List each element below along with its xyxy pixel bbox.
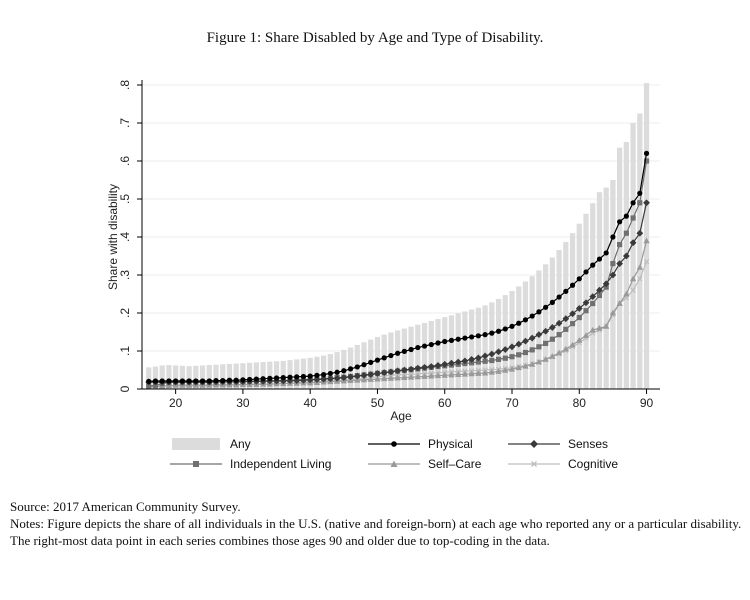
bar-any-61 [449, 315, 454, 389]
bar-any-90 [644, 83, 649, 389]
point-independent-living-89 [637, 200, 642, 205]
point-physical-20 [173, 378, 178, 383]
source-note: Source: 2017 American Community Survey. [10, 499, 241, 514]
point-physical-65 [476, 333, 481, 338]
bar-any-70 [509, 291, 514, 389]
point-physical-25 [207, 378, 212, 383]
point-physical-58 [429, 342, 434, 347]
point-physical-84 [604, 250, 609, 255]
point-physical-21 [180, 378, 185, 383]
point-physical-40 [308, 373, 313, 378]
y-tick-label-2: .2 [118, 307, 132, 319]
x-tick-label-0: 20 [168, 396, 183, 410]
figure-title: Figure 1: Share Disabled by Age and Type of Disability. [206, 30, 544, 46]
point-physical-80 [577, 276, 582, 281]
bar-any-69 [503, 295, 508, 389]
point-physical-53 [395, 351, 400, 356]
point-physical-45 [341, 368, 346, 373]
legend-label-independent-living: Independent Living [230, 457, 332, 471]
point-independent-living-67 [489, 358, 494, 363]
point-physical-85 [610, 234, 615, 239]
legend-key-cognitive [508, 457, 560, 471]
legend-item-cognitive [508, 456, 618, 472]
point-physical-36 [281, 375, 286, 380]
point-physical-37 [287, 375, 292, 380]
notes-text: Notes: Figure depicts the share of all individuals in the U.S. (native and foreign-born) at each age who reported any or a particular disability. The right-most data point in each series combines those ages 90 and older due to top-coding in the data. [10, 516, 742, 548]
y-tick-label-5: .5 [118, 193, 132, 205]
point-physical-71 [516, 321, 521, 326]
legend-item-physical [368, 436, 473, 452]
point-independent-living-78 [563, 327, 568, 332]
bar-any-72 [523, 281, 528, 389]
point-physical-52 [388, 353, 393, 358]
point-physical-33 [260, 376, 265, 381]
point-physical-29 [234, 378, 239, 383]
point-physical-66 [482, 332, 487, 337]
point-physical-54 [402, 349, 407, 354]
y-tick-label-8: .8 [118, 79, 132, 91]
legend-key-senses [508, 437, 560, 451]
point-physical-73 [530, 313, 535, 318]
point-physical-87 [624, 214, 629, 219]
point-independent-living-72 [523, 350, 528, 355]
figure-notes [10, 498, 745, 549]
point-physical-79 [570, 283, 575, 288]
bar-any-88 [630, 123, 635, 389]
x-tick-label-7: 90 [639, 396, 654, 410]
legend-label-senses: Senses [568, 437, 609, 451]
point-physical-55 [408, 347, 413, 352]
legend-label-any: Any [230, 437, 251, 451]
y-tick-label-0: 0 [118, 385, 132, 393]
point-independent-living-79 [570, 321, 575, 326]
x-axis-label: Age [390, 409, 412, 423]
bar-any-66 [482, 305, 487, 389]
point-physical-57 [422, 343, 427, 348]
bar-any-71 [516, 286, 521, 389]
point-physical-63 [462, 335, 467, 340]
point-physical-50 [375, 358, 380, 363]
bar-any-68 [496, 299, 501, 389]
point-physical-23 [193, 378, 198, 383]
point-physical-62 [456, 337, 461, 342]
legend-key-any [170, 437, 222, 451]
bar-any-63 [462, 311, 467, 389]
bar-any-75 [543, 264, 548, 389]
point-independent-living-75 [543, 341, 548, 346]
point-physical-39 [301, 374, 306, 379]
point-independent-living-83 [597, 293, 602, 298]
point-physical-89 [637, 191, 642, 196]
legend-label-physical: Physical [428, 437, 473, 451]
bar-any-64 [469, 310, 474, 389]
bar-any-87 [624, 142, 629, 389]
point-independent-living-70 [509, 354, 514, 359]
point-independent-living-88 [630, 215, 635, 220]
point-independent-living-66 [482, 359, 487, 364]
point-independent-living-71 [516, 352, 521, 357]
point-physical-34 [267, 376, 272, 381]
y-axis-label: Share with disability [106, 183, 120, 291]
point-physical-78 [563, 289, 568, 294]
point-independent-living-86 [617, 242, 622, 247]
point-physical-86 [617, 219, 622, 224]
point-physical-42 [321, 372, 326, 377]
point-independent-living-81 [583, 308, 588, 313]
point-independent-living-87 [624, 231, 629, 236]
point-physical-51 [382, 355, 387, 360]
bar-any-85 [610, 180, 615, 389]
x-tick-label-1: 30 [236, 396, 250, 410]
point-physical-32 [254, 377, 259, 382]
y-tick-label-3: .3 [118, 269, 132, 281]
bar-any-74 [536, 270, 541, 389]
point-physical-60 [442, 339, 447, 344]
legend-item-independent-living [170, 456, 331, 472]
point-physical-22 [186, 378, 191, 383]
point-independent-living-68 [496, 357, 501, 362]
y-tick-label-6: .6 [118, 155, 132, 167]
any-bars-layer [146, 83, 649, 389]
point-independent-living-82 [590, 301, 595, 306]
bar-any-77 [556, 250, 561, 389]
point-physical-56 [415, 345, 420, 350]
point-physical-27 [220, 378, 225, 383]
point-physical-30 [240, 377, 245, 382]
grid-layer [142, 85, 660, 389]
point-physical-64 [469, 334, 474, 339]
point-physical-83 [597, 256, 602, 261]
point-physical-38 [294, 374, 299, 379]
bar-any-73 [530, 276, 535, 389]
point-physical-74 [536, 309, 541, 314]
bar-any-65 [476, 308, 481, 389]
point-independent-living-85 [610, 261, 615, 266]
bar-any-59 [435, 319, 440, 389]
legend-key-physical [368, 437, 420, 451]
x-tick-label-6: 80 [572, 396, 586, 410]
y-tick-label-4: .4 [118, 231, 132, 243]
point-physical-59 [435, 340, 440, 345]
point-physical-26 [213, 378, 218, 383]
point-independent-living-69 [503, 356, 508, 361]
point-physical-68 [496, 329, 501, 334]
legend-item-any [170, 436, 251, 452]
bar-any-67 [489, 302, 494, 389]
bar-any-58 [429, 321, 434, 389]
point-physical-49 [368, 360, 373, 365]
legend-item-senses [508, 436, 608, 452]
point-physical-77 [556, 294, 561, 299]
x-tick-label-4: 60 [438, 396, 452, 410]
point-physical-35 [274, 375, 279, 380]
y-tick-label-1: .1 [118, 345, 132, 357]
bar-any-89 [637, 114, 642, 390]
point-physical-19 [166, 378, 171, 383]
point-physical-46 [348, 366, 353, 371]
bar-any-60 [442, 317, 447, 389]
legend-label-self-care: Self–Care [428, 457, 482, 471]
point-physical-43 [328, 371, 333, 376]
legend-label-cognitive: Cognitive [568, 457, 619, 471]
point-physical-70 [509, 324, 514, 329]
legend-key-self-care [368, 457, 420, 471]
bar-any-55 [408, 327, 413, 389]
x-tick-label-3: 50 [370, 396, 385, 410]
point-independent-living-73 [530, 347, 535, 352]
bar-any-86 [617, 148, 622, 389]
x-tick-label-2: 40 [303, 396, 317, 410]
legend-key-independent-living [170, 457, 222, 471]
point-physical-82 [590, 263, 595, 268]
bar-any-62 [456, 313, 461, 389]
point-physical-47 [355, 364, 360, 369]
bar-any-57 [422, 323, 427, 389]
point-physical-76 [550, 300, 555, 305]
point-physical-31 [247, 377, 252, 382]
bar-any-76 [550, 258, 555, 389]
x-tick-label-5: 70 [505, 396, 519, 410]
point-physical-72 [523, 317, 528, 322]
point-physical-16 [146, 379, 151, 384]
point-physical-61 [449, 338, 454, 343]
legend-item-self-care [368, 456, 481, 472]
point-physical-41 [314, 373, 319, 378]
point-physical-75 [543, 305, 548, 310]
point-physical-44 [334, 370, 339, 375]
point-independent-living-74 [536, 344, 541, 349]
point-physical-67 [489, 331, 494, 336]
point-physical-48 [361, 362, 366, 367]
point-physical-28 [227, 378, 232, 383]
y-tick-label-7: .7 [118, 117, 132, 129]
point-independent-living-77 [556, 332, 561, 337]
point-physical-90 [644, 151, 649, 156]
point-physical-17 [153, 378, 158, 383]
bar-any-56 [415, 325, 420, 389]
point-independent-living-76 [550, 337, 555, 342]
point-independent-living-80 [577, 315, 582, 320]
point-physical-24 [200, 378, 205, 383]
point-physical-18 [160, 378, 165, 383]
point-physical-69 [503, 326, 508, 331]
point-physical-81 [583, 269, 588, 274]
point-physical-88 [630, 200, 635, 205]
